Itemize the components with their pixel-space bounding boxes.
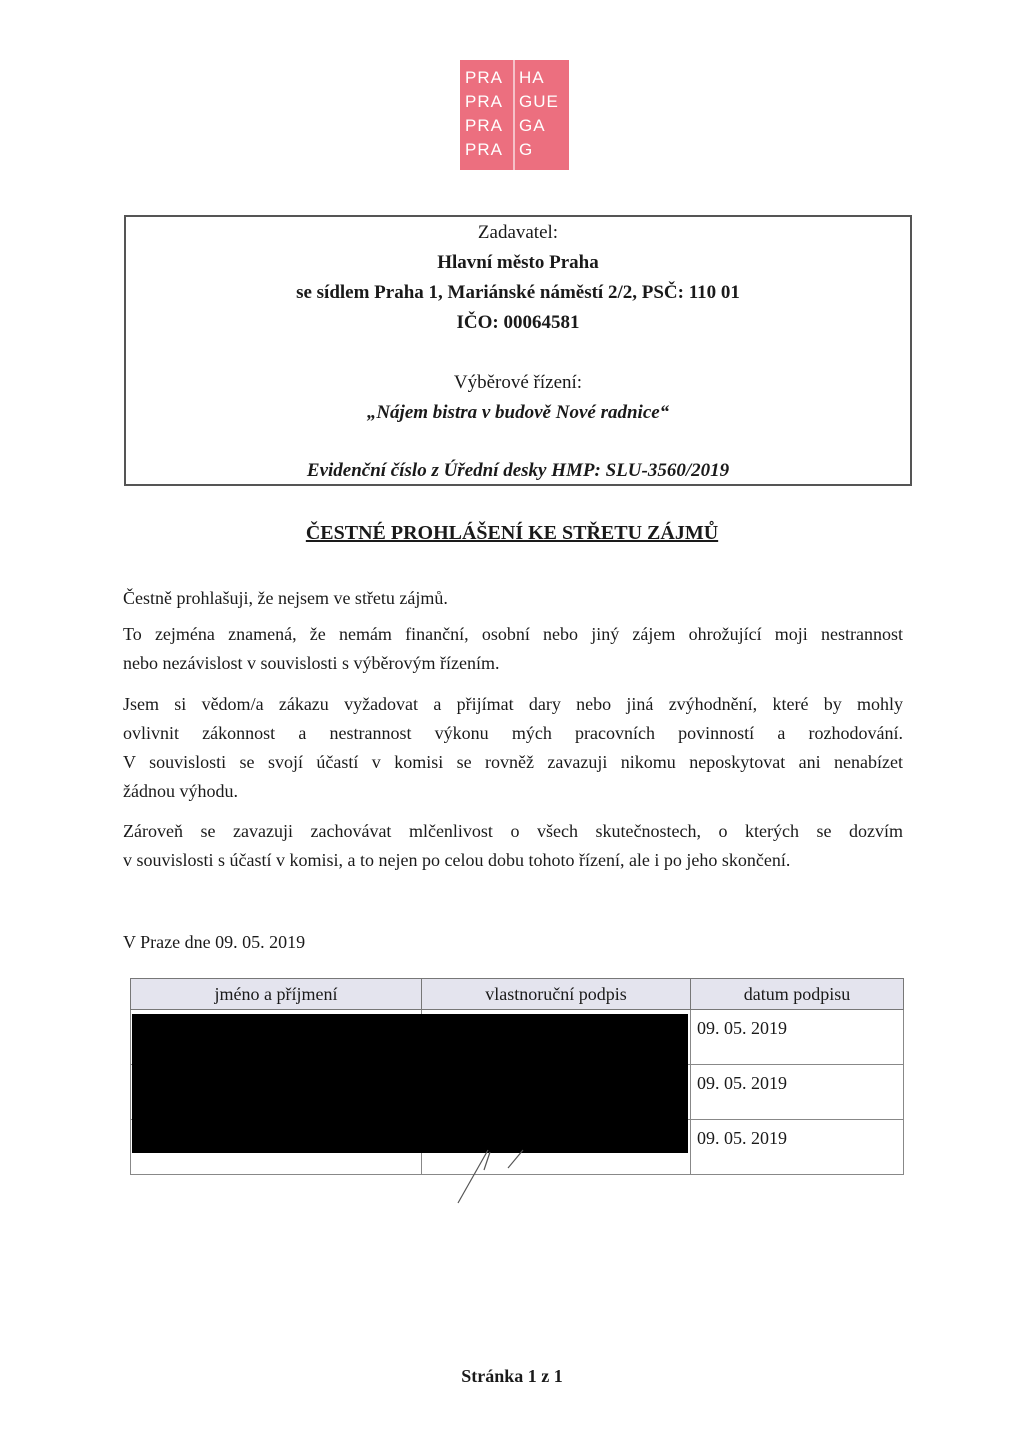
tender-name: „Nájem bistra v budově Nové radnice“: [366, 402, 670, 423]
logo-divider: [513, 60, 515, 170]
redaction-block: [132, 1014, 688, 1153]
paragraph-3: [123, 690, 903, 806]
authority-address: se sídlem Praha 1, Mariánské náměstí 2/2, PSČ: 110 01: [296, 282, 740, 303]
paragraph-line: žádnou výhodu.: [123, 781, 238, 801]
date-cell: 09. 05. 2019: [691, 1010, 904, 1065]
column-header-name: jméno a příjmení: [131, 979, 422, 1010]
logo-text: PRA: [465, 140, 503, 159]
logo-text: PRA: [465, 68, 503, 87]
paragraph-line: To zejména znamená, že nemám finanční, osobní nebo jiný zájem ohrožující moji nestrannost: [123, 624, 903, 644]
tender-label: Výběrové řízení:: [453, 372, 583, 393]
date-cell: 09. 05. 2019: [691, 1120, 904, 1175]
authority-name: Hlavní město Praha: [437, 252, 599, 273]
logo-text: G: [519, 140, 534, 159]
logo-text: HA: [519, 68, 545, 87]
column-header-signature: vlastnoruční podpis: [422, 979, 691, 1010]
paragraph-line: Zároveň se zavazuji zachovávat mlčenlivost o všech skutečnostech, o kterých se dozvím: [123, 821, 903, 841]
logo-left-column: [465, 66, 503, 162]
paragraph-4: [123, 817, 903, 875]
paragraph-2: [123, 620, 903, 678]
logo-text: PRA: [465, 92, 503, 111]
date-cell: 09. 05. 2019: [691, 1065, 904, 1120]
praha-logo: [460, 60, 569, 170]
authority-ico: IČO: 00064581: [456, 312, 580, 333]
document-title: ČESTNÉ PROHLÁŠENÍ KE STŘETU ZÁJMŮ: [305, 522, 719, 544]
paragraph-line: Jsem si vědom/a zákazu vyžadovat a přijímat dary nebo jiná zvýhodnění, které by mohly: [123, 694, 903, 714]
signature-scribble: [448, 1148, 538, 1208]
paragraph-line: V souvislosti se svojí účastí v komisi se rovněž zavazuji nikomu neposkytovat ani nenabízet: [123, 752, 903, 772]
logo-text: GA: [519, 116, 546, 135]
page-number: Stránka 1 z 1: [461, 1366, 563, 1386]
paragraph-line: ovlivnit zákonnost a nestrannost výkonu mých pracovních povinností a rozhodování.: [123, 723, 903, 743]
logo-right-column: [519, 66, 559, 162]
logo-text: PRA: [465, 116, 503, 135]
paragraph-line: v souvislosti s účastí v komisi, a to nejen po celou dobu tohoto řízení, ale i po jeho skončení.: [123, 850, 791, 870]
logo-text: GUE: [519, 92, 559, 111]
contracting-label: Zadavatel:: [477, 222, 559, 243]
column-header-date: datum podpisu: [691, 979, 904, 1010]
place-and-date: V Praze dne 09. 05. 2019: [123, 932, 306, 952]
paragraph-line: nebo nezávislost v souvislosti s výběrovým řízením.: [123, 653, 500, 673]
table-header-row: [131, 979, 904, 1010]
paragraph-1: Čestně prohlašuji, že nejsem ve střetu zájmů.: [123, 588, 448, 608]
record-number: Evidenční číslo z Úřední desky HMP: SLU-3560/2019: [306, 460, 730, 481]
contracting-authority-box: [124, 215, 912, 486]
